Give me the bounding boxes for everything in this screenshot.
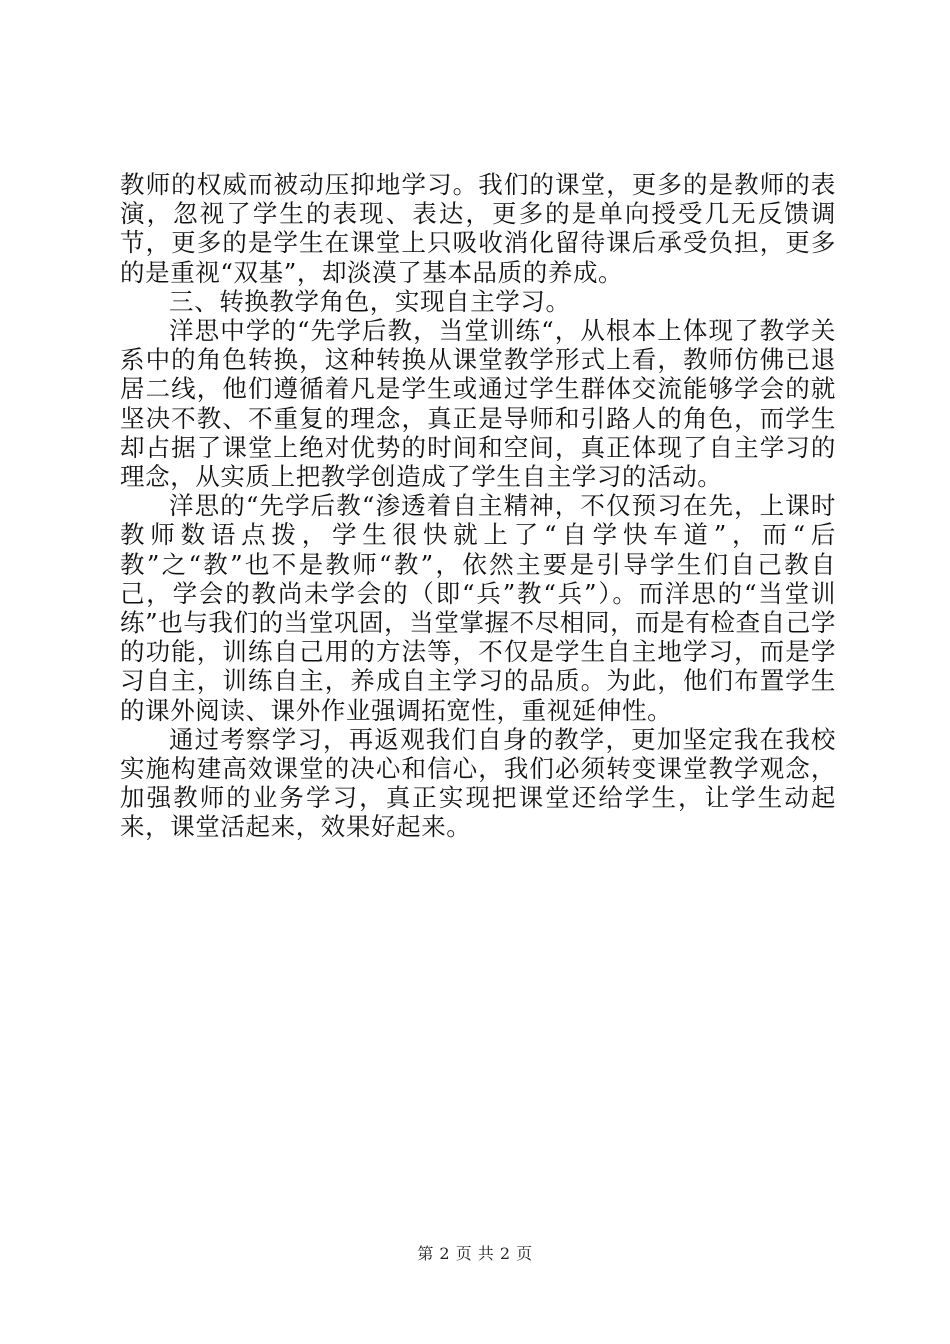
paragraph-self-learning: 洋思的“先学后教“渗透着自主精神，不仅预习在先，上课时教师数语点拨，学生很快就上了“自学快车道”，而“后教”之“教”也不是教师“教”，依然主要是引导学生们自己教自己，学会的教尚未学会的（即“兵”教“兵”）。而洋思的“当堂训练”也与我们的当堂巩固，当堂掌握不尽相同，而是有检查自己学的功能，训练自己用的方法等，不仅是学生自主地学习，而是学习自主，训练自主，养成自主学习的品质。为此，他们布置学生的课外阅读、课外作业强调拓宽性，重视延伸性。: [120, 491, 836, 725]
paragraph-continuation: 教师的权威而被动压抑地学习。我们的课堂，更多的是教师的表演，忽视了学生的表现、表达，更多的是单向授受几无反馈调节，更多的是学生在课堂上只吸收消化留待课后承受负担，更多的是重视“双基”，却淡漠了基本品质的养成。: [120, 170, 836, 287]
section-heading-three: 三、转换教学角色，实现自主学习。: [169, 286, 571, 316]
document-body: [120, 170, 836, 842]
paragraph-role-change: 洋思中学的“先学后教，当堂训练“，从根本上体现了教学关系中的角色转换，这种转换从课堂教学形式上看，教师仿佛已退居二线，他们遵循着凡是学生或通过学生群体交流能够学会的就坚决不教、不重复的理念，真正是导师和引路人的角色，而学生却占据了课堂上绝对优势的时间和空间，真正体现了自主学习的理念，从实质上把教学创造成了学生自主学习的活动。: [120, 316, 836, 492]
page-footer: 第 2 页 共 2 页: [417, 1244, 533, 1263]
paragraph-conclusion: 通过考察学习，再返观我们自身的教学，更加坚定我在我校实施构建高效课堂的决心和信心，我们必须转变课堂教学观念，加强教师的业务学习，真正实现把课堂还给学生，让学生动起来，课堂活起来，效果好起来。: [120, 724, 836, 842]
